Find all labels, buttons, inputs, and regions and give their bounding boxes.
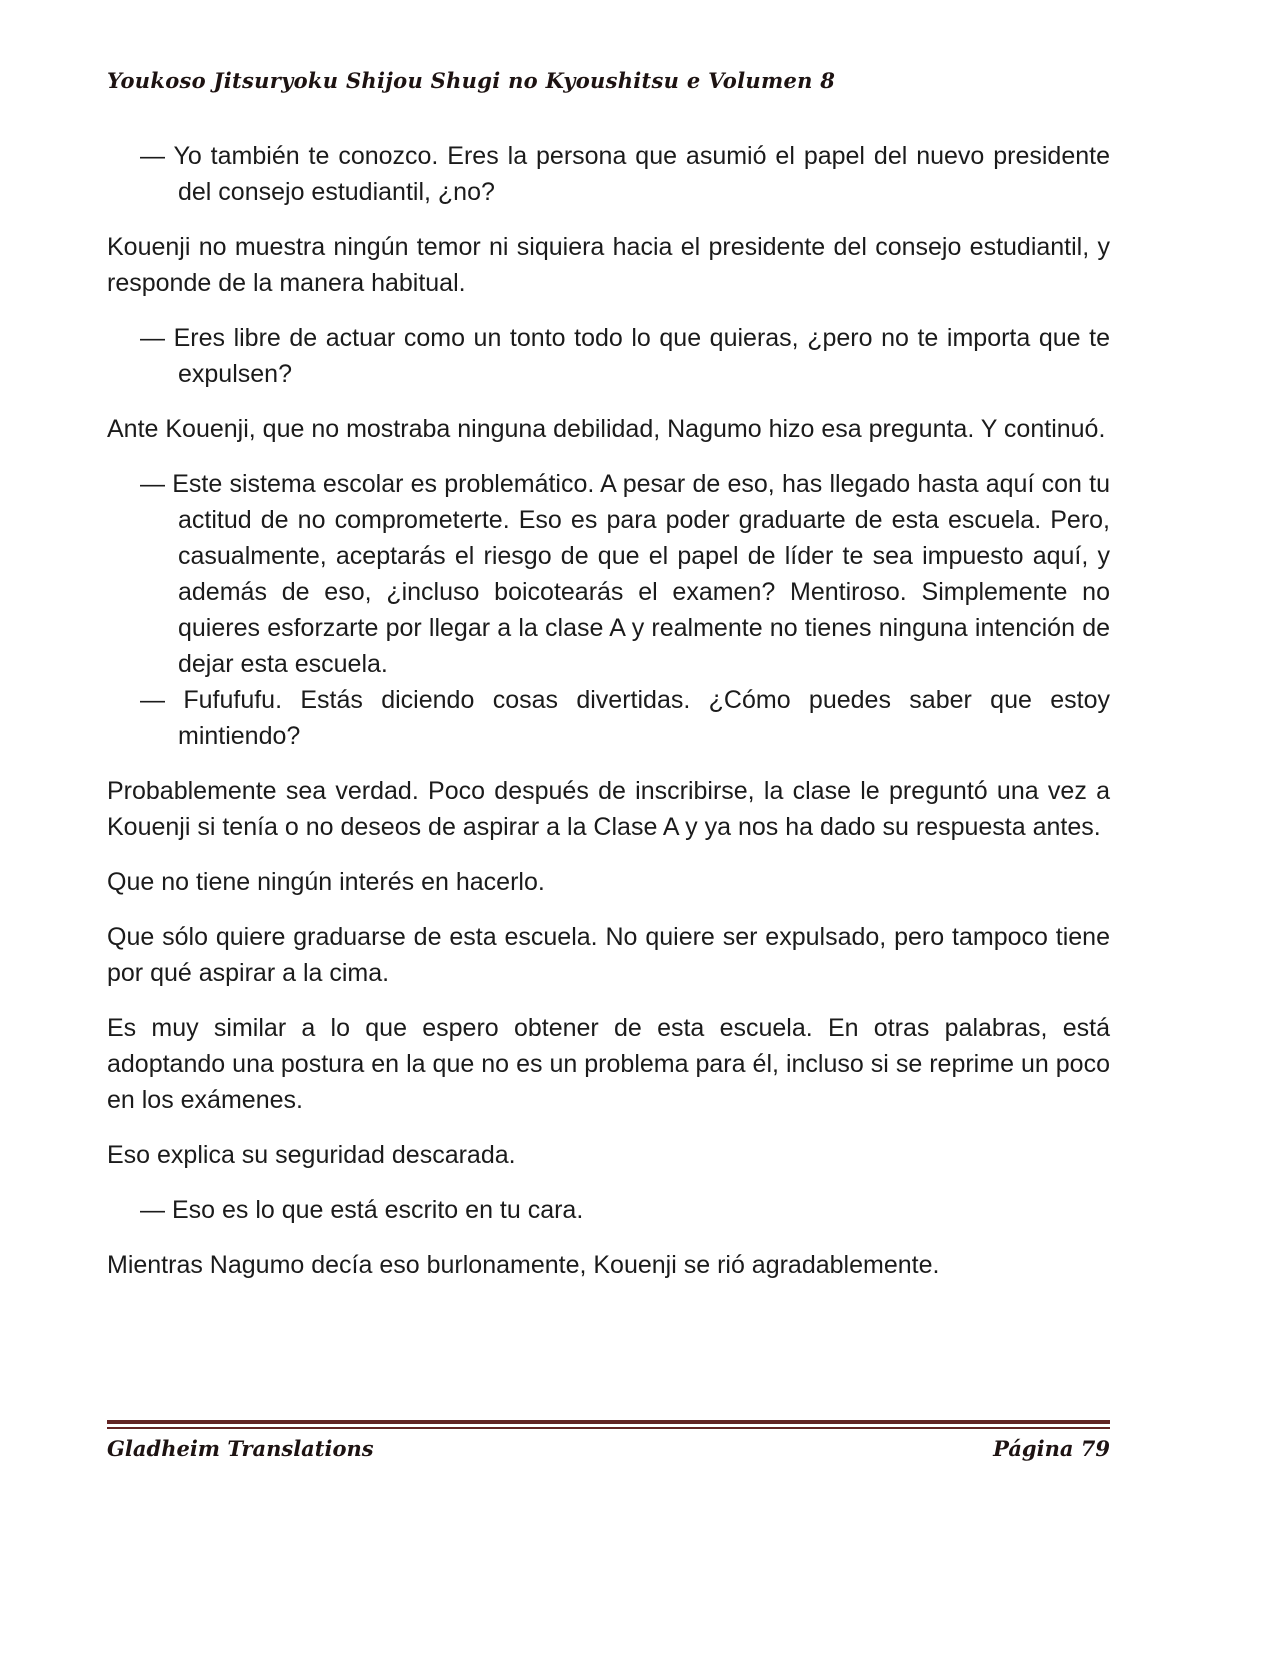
paragraph-narration: Mientras Nagumo decía eso burlonamente, Kouenji se rió agradablemente. — [107, 1251, 940, 1279]
paragraph-dialogue: — Fufufufu. Estás diciendo cosas divertidas. ¿Cómo puedes saber que estoy mintiendo? — [140, 686, 1110, 750]
paragraph-dialogue: — Eso es lo que está escrito en tu cara. — [140, 1196, 584, 1224]
paragraph-narration: Eso explica su seguridad descarada. — [107, 1141, 516, 1169]
paragraph-narration: Es muy similar a lo que espero obtener de esta escuela. En otras palabras, está adoptando una postura en la que no es un problema para él, incluso si se reprime un poco en los exámenes. — [107, 1014, 1110, 1114]
paragraph-narration: Que sólo quiere graduarse de esta escuela. No quiere ser expulsado, pero tampoco tiene por qué aspirar a la cima. — [107, 923, 1110, 987]
paragraph-narration: Kouenji no muestra ningún temor ni siquiera hacia el presidente del consejo estudiantil, y responde de la manera habitual. — [107, 233, 1110, 297]
footer-divider-rule — [107, 1420, 1110, 1429]
paragraph-dialogue: — Este sistema escolar es problemático. A pesar de eso, has llegado hasta aquí con tu actitud de no comprometerte. Eso es para poder graduarte de esta escuela. Pero, casualmente, aceptarás el riesgo de que el papel de líder te sea impuesto aquí, y además de eso, ¿incluso boicotearás el examen? Mentiroso. Simplemente no quieres esforzarte por llegar a la clase A y realmente no tienes ninguna intención de dejar esta escuela. — [140, 470, 1110, 678]
paragraph-narration: Probablemente sea verdad. Poco después de inscribirse, la clase le preguntó una vez a Kouenji si tenía o no deseos de aspirar a la Clase A y ya nos ha dado su respuesta antes. — [107, 777, 1110, 841]
paragraph-narration: Que no tiene ningún interés en hacerlo. — [107, 868, 545, 896]
paragraph-narration: Ante Kouenji, que no mostraba ninguna debilidad, Nagumo hizo esa pregunta. Y continuó. — [107, 415, 1106, 443]
volume-title: Youkoso Jitsuryoku Shijou Shugi no Kyoushitsu e Volumen 8 — [107, 68, 836, 93]
page-header — [107, 68, 1110, 93]
page-number: Página 79 — [993, 1436, 1110, 1461]
translator-credit: Gladheim Translations — [107, 1436, 374, 1461]
page-body — [107, 138, 1110, 1283]
paragraph-dialogue: — Yo también te conozco. Eres la persona que asumió el papel del nuevo presidente del consejo estudiantil, ¿no? — [140, 142, 1110, 206]
footer-row — [107, 1436, 1110, 1461]
page-footer — [107, 1420, 1110, 1461]
paragraph-dialogue: — Eres libre de actuar como un tonto todo lo que quieras, ¿pero no te importa que te expulsen? — [140, 324, 1110, 388]
